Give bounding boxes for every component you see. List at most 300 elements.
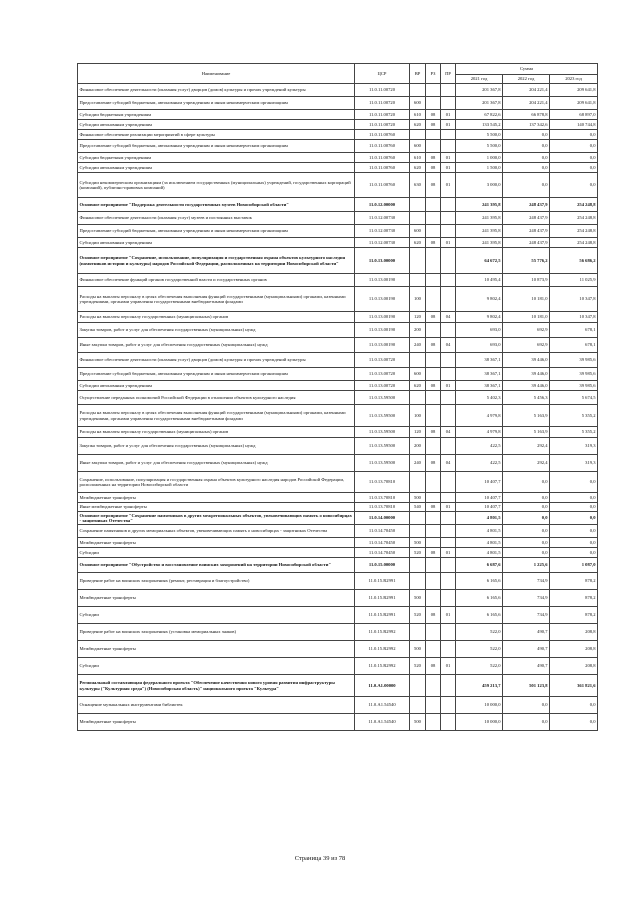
row-sum-2021: 5 402,3 <box>456 391 503 405</box>
row-name: Иные закупки товаров, работ и услуг для обеспечения государственных (муниципальных) нужд <box>78 338 355 353</box>
row-sum-2022: 204 221,4 <box>503 84 550 97</box>
row-sum-2021: 38 367,1 <box>456 381 503 391</box>
row-csr: 11.0.13.00720 <box>355 381 410 391</box>
row-name: Предоставление субсидий бюджетным, автономным учреждениям и иным некоммерческим организациям <box>78 140 355 153</box>
row-csr: 11.0.15.00000 <box>355 558 410 573</box>
row-rz <box>426 198 441 212</box>
table-row <box>78 641 598 658</box>
row-rz: 08 <box>426 455 441 472</box>
row-sum-2023: 254 248,8 <box>550 212 598 225</box>
row-csr: 11.0.15.R2992 <box>355 641 410 658</box>
row-sum-2021: 522,0 <box>456 641 503 658</box>
row-csr: 11.0.13.00190 <box>355 323 410 338</box>
row-pr <box>441 714 456 731</box>
row-csr: 11.0.14.70450 <box>355 548 410 558</box>
row-sum-2023: 1 087,0 <box>550 558 598 573</box>
row-vr: 540 <box>410 503 426 512</box>
row-sum-2023: 0,0 <box>550 153 598 163</box>
table-row <box>78 120 598 130</box>
row-vr: 600 <box>410 97 426 110</box>
row-csr: 11.0.11.00720 <box>355 84 410 97</box>
row-pr: 01 <box>441 238 456 248</box>
table-row <box>78 455 598 472</box>
row-csr: 11.0.А1.00000 <box>355 675 410 697</box>
row-sum-2023: 68 897,0 <box>550 110 598 120</box>
row-vr: 600 <box>410 225 426 238</box>
row-vr: 620 <box>410 120 426 130</box>
row-sum-2022: 39 446,0 <box>503 368 550 381</box>
row-sum-2022: 5 163,9 <box>503 427 550 438</box>
table-row <box>78 140 598 153</box>
row-rz <box>426 675 441 697</box>
page-number: Страница 39 из 78 <box>294 855 346 862</box>
row-rz <box>426 353 441 368</box>
row-vr: 200 <box>410 323 426 338</box>
row-name: Основное мероприятие "Сохранение памятников в других межрегиональных объектов, увековечивающих память о новосибирцах - защитниках Отечества" <box>78 512 355 525</box>
row-sum-2022: 692,9 <box>503 338 550 353</box>
row-pr: 01 <box>441 120 456 130</box>
row-sum-2022: 734,9 <box>503 607 550 624</box>
table-body <box>78 84 598 731</box>
row-name: Межбюджетные трансферты <box>78 641 355 658</box>
row-sum-2022: 39 446,0 <box>503 381 550 391</box>
row-csr: 11.0.13.59500 <box>355 405 410 427</box>
row-rz <box>426 248 441 274</box>
row-sum-2021: 241 395,8 <box>456 212 503 225</box>
row-sum-2023: 254 248,8 <box>550 225 598 238</box>
row-sum-2022: 0,0 <box>503 697 550 714</box>
row-pr <box>441 274 456 287</box>
row-csr: 11.0.13.59500 <box>355 455 410 472</box>
row-pr <box>441 590 456 607</box>
row-vr: 120 <box>410 427 426 438</box>
row-vr: 120 <box>410 312 426 323</box>
row-rz <box>426 274 441 287</box>
row-vr <box>410 697 426 714</box>
row-name: Закупка товаров, работ и услуг для обеспечения государственных (муниципальных) нужд <box>78 438 355 455</box>
row-csr: 11.0.13.59500 <box>355 391 410 405</box>
row-vr: 500 <box>410 590 426 607</box>
table-row <box>78 558 598 573</box>
row-rz <box>426 438 441 455</box>
row-vr: 600 <box>410 140 426 153</box>
row-sum-2023: 56 686,2 <box>550 248 598 274</box>
row-vr: 600 <box>410 368 426 381</box>
row-vr: 520 <box>410 548 426 558</box>
row-pr <box>441 675 456 697</box>
row-pr <box>441 287 456 312</box>
row-sum-2022: 292,4 <box>503 455 550 472</box>
row-sum-2021: 1 500,0 <box>456 163 503 173</box>
table-row <box>78 624 598 641</box>
row-rz: 08 <box>426 381 441 391</box>
row-sum-2023: 0,0 <box>550 503 598 512</box>
row-rz: 08 <box>426 338 441 353</box>
row-sum-2023: 5 355,2 <box>550 427 598 438</box>
row-pr <box>441 212 456 225</box>
row-sum-2022: 1 225,6 <box>503 558 550 573</box>
row-name: Субсидии автономным учреждениям <box>78 238 355 248</box>
row-sum-2021: 6 165,6 <box>456 573 503 590</box>
row-sum-2021: 10 495,4 <box>456 274 503 287</box>
row-rz <box>426 624 441 641</box>
row-pr <box>441 368 456 381</box>
header-year-2021: 2021 год <box>456 75 503 84</box>
row-sum-2022: 55 776,2 <box>503 248 550 274</box>
row-name: Субсидии <box>78 548 355 558</box>
row-name: Расходы на выплаты персоналу государственных (муниципальных) органов <box>78 427 355 438</box>
row-csr: 11.0.13.00190 <box>355 274 410 287</box>
row-name: Расходы на выплаты персоналу государственных (муниципальных) органов <box>78 312 355 323</box>
row-csr: 11.0.11.00760 <box>355 153 410 163</box>
table-row <box>78 312 598 323</box>
row-name: Финансовое обеспечение деятельности (оказания услуг) дворцов (домов) культуры и прочих учреждений культуры <box>78 84 355 97</box>
row-rz <box>426 538 441 548</box>
row-sum-2023: 11 025,9 <box>550 274 598 287</box>
row-vr: 500 <box>410 641 426 658</box>
row-vr: 620 <box>410 381 426 391</box>
row-name: Предоставление субсидий бюджетным, автономным учреждениям и иным некоммерческим организациям <box>78 97 355 110</box>
row-vr <box>410 624 426 641</box>
row-pr: 01 <box>441 153 456 163</box>
row-pr: 04 <box>441 427 456 438</box>
row-sum-2023: 254 248,8 <box>550 238 598 248</box>
row-vr: 520 <box>410 607 426 624</box>
row-csr: 11.0.14.70450 <box>355 525 410 538</box>
row-vr <box>410 84 426 97</box>
row-rz: 08 <box>426 110 441 120</box>
table-row <box>78 512 598 525</box>
table-row <box>78 97 598 110</box>
row-sum-2021: 693,0 <box>456 338 503 353</box>
row-rz <box>426 573 441 590</box>
row-sum-2021: 522,0 <box>456 658 503 675</box>
row-csr: 11.0.13.59500 <box>355 427 410 438</box>
row-rz: 08 <box>426 120 441 130</box>
row-sum-2023: 39 985,6 <box>550 368 598 381</box>
row-pr <box>441 405 456 427</box>
row-rz <box>426 287 441 312</box>
row-sum-2021: 6 165,6 <box>456 590 503 607</box>
table-row <box>78 438 598 455</box>
table-row <box>78 405 598 427</box>
row-sum-2023: 361 821,6 <box>550 675 598 697</box>
row-name: Оснащение музыкальных инструментами библиотек <box>78 697 355 714</box>
table-row <box>78 274 598 287</box>
row-name: Межбюджетные трансферты <box>78 590 355 607</box>
row-name: Финансовое обеспечение функций органов государственной власти и государственных органов <box>78 274 355 287</box>
row-sum-2022: 0,0 <box>503 548 550 558</box>
table-row <box>78 607 598 624</box>
row-csr: 11.0.13.00000 <box>355 248 410 274</box>
row-rz: 08 <box>426 503 441 512</box>
table-row <box>78 110 598 120</box>
row-sum-2023: 208,8 <box>550 641 598 658</box>
row-name: Субсидии некоммерческим организациям (за исключением государственных (муниципальных) учреждений, государственных корпораций (компаний), публично-правовых компаний) <box>78 173 355 198</box>
row-csr: 11.0.11.00760 <box>355 173 410 198</box>
table-row <box>78 368 598 381</box>
row-sum-2022: 39 446,0 <box>503 353 550 368</box>
row-vr <box>410 472 426 493</box>
row-sum-2021: 4 801,5 <box>456 512 503 525</box>
row-sum-2021: 422,5 <box>456 455 503 472</box>
row-sum-2022: 10 873,9 <box>503 274 550 287</box>
row-sum-2023: 209 641,8 <box>550 84 598 97</box>
row-sum-2022: 501 123,8 <box>503 675 550 697</box>
row-sum-2022: 0,0 <box>503 130 550 140</box>
row-csr: 11.0.14.70450 <box>355 538 410 548</box>
row-rz: 08 <box>426 312 441 323</box>
table-row <box>78 658 598 675</box>
row-vr: 520 <box>410 658 426 675</box>
table-row <box>78 503 598 512</box>
table-row <box>78 163 598 173</box>
row-sum-2021: 6 687,6 <box>456 558 503 573</box>
row-sum-2022: 0,0 <box>503 173 550 198</box>
table-row <box>78 287 598 312</box>
row-sum-2022: 0,0 <box>503 714 550 731</box>
row-vr: 500 <box>410 714 426 731</box>
row-name: Региональный составляющая федерального проекта "Обеспечение качественно нового уровня развития инфраструктуры культуры ("Культурная среда") (Новосибирская область)" национального проекта "Культура" <box>78 675 355 697</box>
row-sum-2021: 5 500,0 <box>456 140 503 153</box>
row-sum-2022: 292,4 <box>503 438 550 455</box>
row-pr <box>441 130 456 140</box>
row-pr: 01 <box>441 110 456 120</box>
row-csr: 11.0.А1.54540 <box>355 697 410 714</box>
row-sum-2021: 4 979,8 <box>456 405 503 427</box>
table-row <box>78 153 598 163</box>
row-name: Расходы на выплаты персоналу в целях обеспечения выполнения функций государственными (муниципальными) органами, казенными учреждениями, органами управления государственными внебюджетными фондами <box>78 287 355 312</box>
row-pr <box>441 493 456 503</box>
table-row <box>78 714 598 731</box>
row-csr: 11.0.15.R2992 <box>355 624 410 641</box>
row-pr <box>441 641 456 658</box>
row-csr: 11.0.12.00730 <box>355 225 410 238</box>
row-rz <box>426 525 441 538</box>
row-pr <box>441 538 456 548</box>
row-rz <box>426 130 441 140</box>
row-sum-2022: 734,9 <box>503 590 550 607</box>
row-sum-2023: 0,0 <box>550 173 598 198</box>
row-name: Субсидии бюджетным учреждениям <box>78 110 355 120</box>
table-row <box>78 590 598 607</box>
row-sum-2022: 0,0 <box>503 538 550 548</box>
row-pr <box>441 353 456 368</box>
row-sum-2021: 241 395,8 <box>456 238 503 248</box>
row-name: Межбюджетные трансферты <box>78 493 355 503</box>
row-sum-2023: 0,0 <box>550 130 598 140</box>
row-sum-2023: 0,0 <box>550 525 598 538</box>
row-rz <box>426 140 441 153</box>
budget-table-sheet <box>77 63 597 731</box>
row-vr: 100 <box>410 405 426 427</box>
row-csr: 11.0.13.70810 <box>355 503 410 512</box>
row-vr <box>410 512 426 525</box>
row-vr: 620 <box>410 238 426 248</box>
row-name: Субсидии <box>78 658 355 675</box>
row-sum-2022: 0,0 <box>503 525 550 538</box>
row-rz <box>426 590 441 607</box>
row-pr <box>441 525 456 538</box>
row-pr <box>441 512 456 525</box>
row-pr: 01 <box>441 381 456 391</box>
row-rz: 08 <box>426 238 441 248</box>
row-rz <box>426 323 441 338</box>
row-vr <box>410 558 426 573</box>
row-sum-2021: 10 000,0 <box>456 697 503 714</box>
row-sum-2022: 490,7 <box>503 641 550 658</box>
row-rz <box>426 97 441 110</box>
row-sum-2023: 39 985,6 <box>550 381 598 391</box>
row-sum-2022: 10 181,0 <box>503 287 550 312</box>
row-rz <box>426 697 441 714</box>
row-sum-2022: 490,7 <box>503 658 550 675</box>
row-name: Сохранение памятников и других мемориальных объектов, увековечивающих память о новосибирцах - защитниках Отечества <box>78 525 355 538</box>
row-csr: 11.0.11.00760 <box>355 163 410 173</box>
row-pr: 01 <box>441 163 456 173</box>
row-vr <box>410 198 426 212</box>
row-pr: 04 <box>441 455 456 472</box>
row-pr <box>441 438 456 455</box>
row-vr <box>410 675 426 697</box>
row-rz: 08 <box>426 658 441 675</box>
header-pr: ПР <box>441 64 456 84</box>
row-sum-2023: 39 985,6 <box>550 353 598 368</box>
row-sum-2021: 241 395,8 <box>456 225 503 238</box>
row-csr: 11.0.15.R2991 <box>355 607 410 624</box>
row-pr: 04 <box>441 338 456 353</box>
row-sum-2022: 0,0 <box>503 493 550 503</box>
row-sum-2021: 422,5 <box>456 438 503 455</box>
row-name: Основное мероприятие "Обустройство и восстановление воинских захоронений на территории Новосибирской области" <box>78 558 355 573</box>
row-pr: 01 <box>441 658 456 675</box>
row-sum-2021: 693,0 <box>456 323 503 338</box>
row-sum-2023: 10 347,8 <box>550 312 598 323</box>
row-sum-2021: 3 000,0 <box>456 173 503 198</box>
row-sum-2021: 4 979,8 <box>456 427 503 438</box>
row-sum-2021: 38 367,1 <box>456 353 503 368</box>
row-sum-2023: 0,0 <box>550 493 598 503</box>
row-rz <box>426 368 441 381</box>
row-vr <box>410 525 426 538</box>
row-csr: 11.0.13.00190 <box>355 338 410 353</box>
row-vr: 100 <box>410 287 426 312</box>
row-sum-2021: 67 822,6 <box>456 110 503 120</box>
table-row <box>78 323 598 338</box>
header-rz: РЗ <box>426 64 441 84</box>
row-rz: 08 <box>426 548 441 558</box>
row-rz <box>426 493 441 503</box>
row-name: Финансовое обеспечение деятельности (оказания услуг) музеев и постоянных выставок <box>78 212 355 225</box>
table-row <box>78 697 598 714</box>
row-csr: 11.0.11.00760 <box>355 140 410 153</box>
row-rz <box>426 641 441 658</box>
table-row <box>78 538 598 548</box>
row-sum-2021: 1 000,0 <box>456 153 503 163</box>
row-vr <box>410 130 426 140</box>
row-pr: 01 <box>441 503 456 512</box>
row-name: Осуществление переданных полномочий Российской Федерации в отношении объектов культурного наследия <box>78 391 355 405</box>
row-name: Иные закупки товаров, работ и услуг для обеспечения государственных (муниципальных) нужд <box>78 455 355 472</box>
row-vr: 610 <box>410 110 426 120</box>
table-row <box>78 391 598 405</box>
row-vr: 200 <box>410 438 426 455</box>
row-sum-2021: 10 000,0 <box>456 714 503 731</box>
row-name: Проведение работ на воинских захоронениях (ремонт, реставрация и благоустройство) <box>78 573 355 590</box>
table-row <box>78 338 598 353</box>
row-name: Сохранение, использование, популяризация и государственная охрана объектов культурного наследия народов Российской Федерации, расположенных на территории Новосибирской области <box>78 472 355 493</box>
row-csr: 11.0.11.00760 <box>355 130 410 140</box>
row-sum-2023: 209 641,8 <box>550 97 598 110</box>
row-vr <box>410 212 426 225</box>
row-pr: 04 <box>441 312 456 323</box>
row-csr: 11.0.13.00190 <box>355 312 410 323</box>
table-row <box>78 173 598 198</box>
row-sum-2023: 878,2 <box>550 590 598 607</box>
row-csr: 11.0.13.59500 <box>355 438 410 455</box>
row-sum-2023: 208,8 <box>550 658 598 675</box>
row-rz <box>426 225 441 238</box>
table-row <box>78 381 598 391</box>
row-csr: 11.0.11.00720 <box>355 120 410 130</box>
row-pr <box>441 472 456 493</box>
row-sum-2022: 0,0 <box>503 153 550 163</box>
header-year-2023: 2023 год <box>550 75 598 84</box>
row-sum-2023: 878,2 <box>550 573 598 590</box>
row-sum-2022: 204 221,4 <box>503 97 550 110</box>
row-name: Предоставление субсидий бюджетным, автономным учреждениям и иным некоммерческим организациям <box>78 225 355 238</box>
row-vr <box>410 353 426 368</box>
table-row <box>78 225 598 238</box>
row-sum-2022: 0,0 <box>503 472 550 493</box>
row-vr <box>410 248 426 274</box>
row-pr <box>441 248 456 274</box>
table-row <box>78 84 598 97</box>
row-sum-2023: 319,3 <box>550 438 598 455</box>
row-vr: 500 <box>410 538 426 548</box>
row-pr <box>441 391 456 405</box>
row-sum-2021: 6 165,6 <box>456 607 503 624</box>
row-csr: 11.0.13.00190 <box>355 287 410 312</box>
row-name: Проведение работ на воинских захоронениях (установка мемориальных знаков) <box>78 624 355 641</box>
row-sum-2023: 0,0 <box>550 548 598 558</box>
row-vr: 620 <box>410 163 426 173</box>
row-pr <box>441 323 456 338</box>
row-pr <box>441 558 456 573</box>
row-rz <box>426 405 441 427</box>
row-sum-2021: 4 801,5 <box>456 548 503 558</box>
row-csr: 11.0.12.00000 <box>355 198 410 212</box>
table-row <box>78 675 598 697</box>
row-name: Расходы на выплаты персоналу в целях обеспечения выполнения функций государственными (муниципальными) органами, казенными учреждениями, органами управления государственными внебюджетными фондами <box>78 405 355 427</box>
header-vr: ВР <box>410 64 426 84</box>
row-vr: 630 <box>410 173 426 198</box>
row-sum-2021: 38 367,1 <box>456 368 503 381</box>
row-rz <box>426 714 441 731</box>
row-csr: 11.0.13.00720 <box>355 353 410 368</box>
row-sum-2023: 254 248,8 <box>550 198 598 212</box>
row-vr: 610 <box>410 153 426 163</box>
row-sum-2021: 241 395,8 <box>456 198 503 212</box>
row-sum-2022: 248 437,9 <box>503 225 550 238</box>
row-csr: 11.0.13.00720 <box>355 368 410 381</box>
row-name: Субсидии бюджетным учреждениям <box>78 153 355 163</box>
row-sum-2021: 4 801,5 <box>456 538 503 548</box>
row-csr: 11.0.11.00720 <box>355 110 410 120</box>
row-pr <box>441 624 456 641</box>
row-name: Иные межбюджетные трансферты <box>78 503 355 512</box>
row-name: Основное мероприятие "Поддержка деятельности государственных музеев Новосибирской области" <box>78 198 355 212</box>
